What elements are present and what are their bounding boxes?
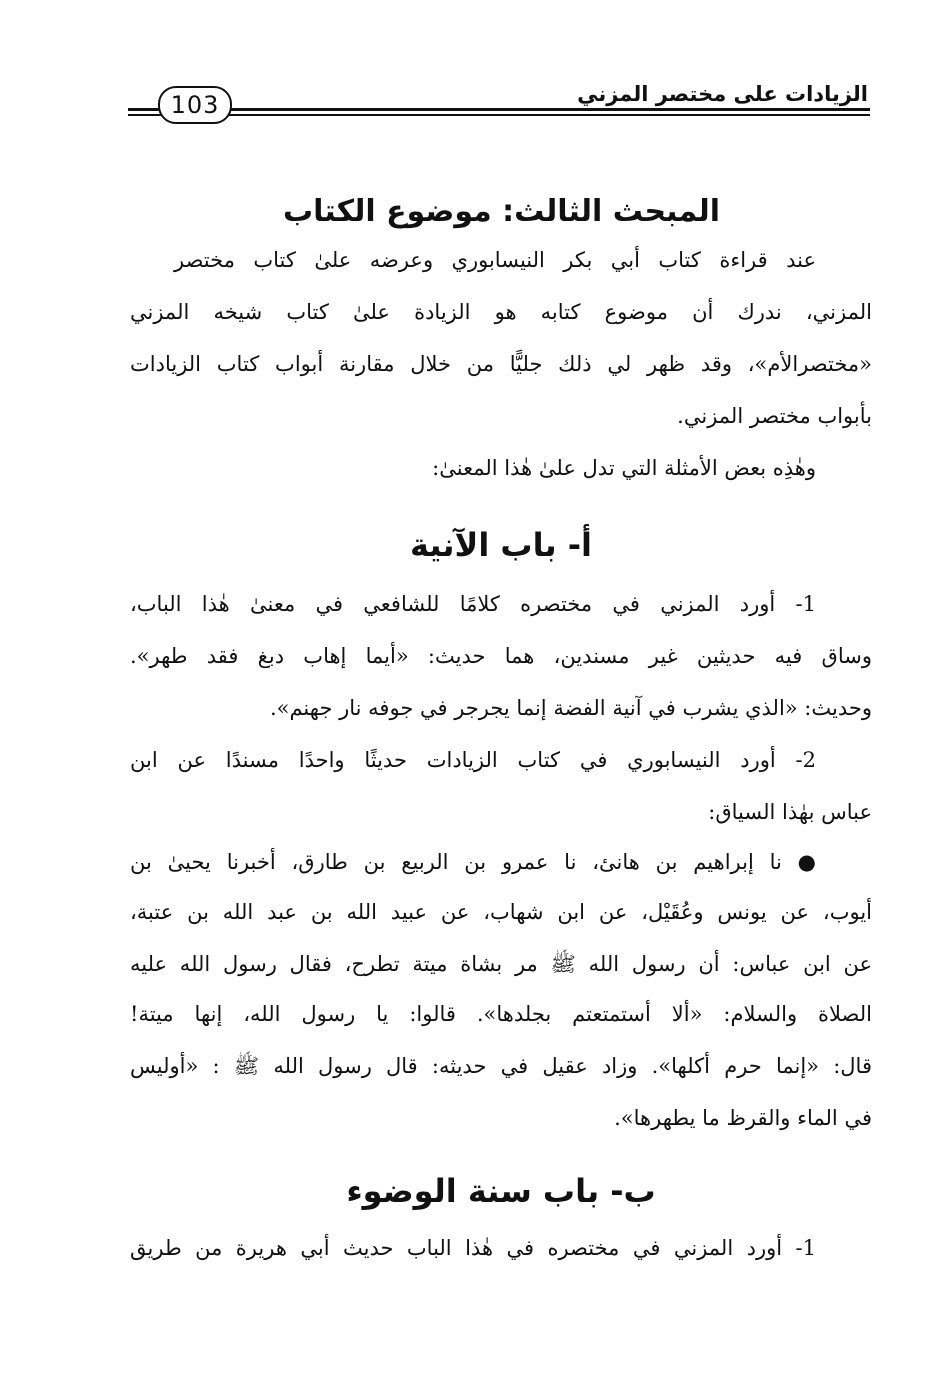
hadith-line: الصلاة والسلام: «ألا أستمتعتم بجلدها». قالوا: يا رسول الله، إنها ميتة!: [130, 1002, 872, 1026]
chapter-a-line: 2- أورد النيسابوري في كتاب الزيادات حديثًا واحدًا مسندًا عن ابن: [130, 748, 816, 772]
intro-line: وهٰذِه بعض الأمثلة التي تدل علىٰ هٰذا المعنىٰ:: [432, 456, 816, 480]
chapter-a-line: عباس بهٰذا السياق:: [708, 800, 872, 824]
chapter-a-line: وحديث: «الذي يشرب في آنية الفضة إنما يجرجر في جوفه نار جهنم».: [269, 696, 872, 720]
intro-line: عند قراءة كتاب أبي بكر النيسابوري وعرضه علىٰ كتاب مختصر: [174, 248, 816, 272]
section-title: المبحث الثالث: موضوع الكتاب: [282, 194, 720, 229]
hadith-line: أيوب، عن يونس وعُقَيْل، عن ابن شهاب، عن عبيد الله بن عبد الله بن عتبة،: [130, 900, 872, 924]
header-rule-thick: [128, 108, 870, 111]
hadith-line: ● نا إبراهيم بن هانئ، نا عمرو بن الربيع بن طارق، أخبرنا يحيىٰ بن: [130, 850, 816, 874]
hadith-line: قال: «إنما حرم أكلها». وزاد عقيل في حديثه: قال رسول الله ﷺ : «أوليس: [130, 1054, 872, 1078]
chapter-a-title: أ- باب الآنية: [410, 526, 592, 564]
running-header-title: الزيادات على مختصر المزني: [440, 80, 868, 108]
chapter-b-line: 1- أورد المزني في مختصره في هٰذا الباب حديث أبي هريرة من طريق: [130, 1236, 816, 1260]
header-rule-thin: [128, 114, 870, 116]
intro-line: المزني، ندرك أن موضوع كتابه هو الزيادة علىٰ كتاب شيخه المزني: [130, 300, 872, 324]
page-number: 103: [158, 86, 232, 124]
intro-line: «مختصرالأم»، وقد ظهر لي ذلك جليًّا من خلال مقارنة أبواب كتاب الزيادات: [130, 352, 872, 376]
chapter-a-line: 1- أورد المزني في مختصره كلامًا للشافعي في معنىٰ هٰذا الباب،: [130, 592, 816, 616]
hadith-line: عن ابن عباس: أن رسول الله ﷺ مر بشاة ميتة تطرح، فقال رسول الله عليه: [130, 952, 872, 976]
chapter-b-title: ب- باب سنة الوضوء: [346, 1172, 656, 1210]
chapter-a-line: وساق فيه حديثين غير مسندين، هما حديث: «أيما إهاب دبغ فقد طهر».: [130, 644, 872, 668]
hadith-line: في الماء والقرظ ما يطهرها».: [614, 1106, 872, 1130]
intro-line: بأبواب مختصر المزني.: [677, 404, 872, 428]
